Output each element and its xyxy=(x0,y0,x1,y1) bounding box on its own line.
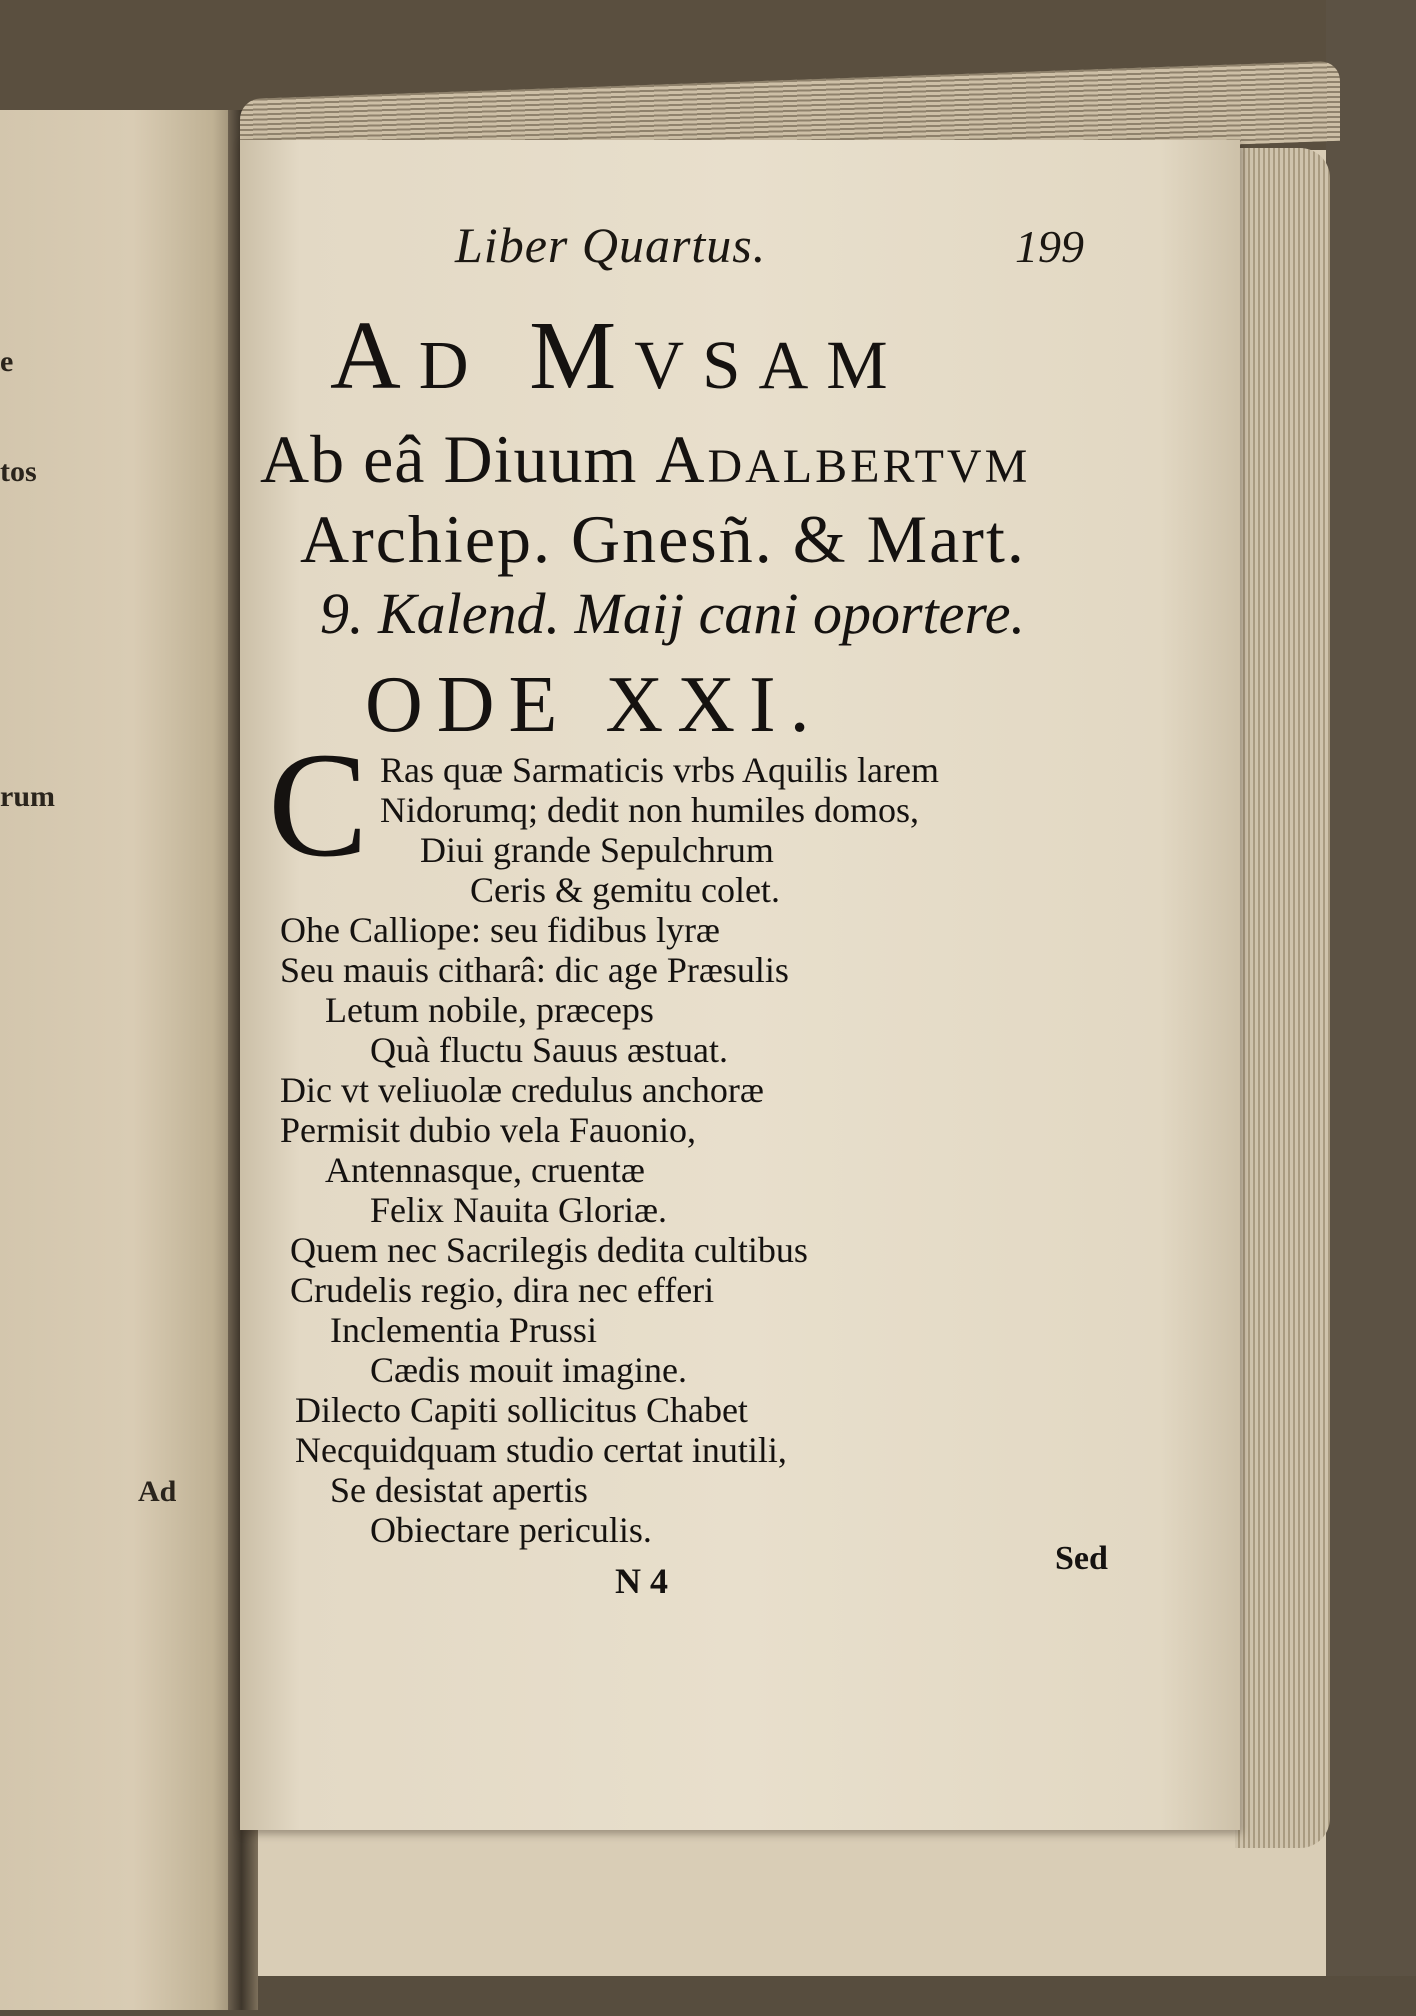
title-line-2a: Ab eâ Diuum xyxy=(260,421,656,497)
verse-line: Ceris & gemitu colet. xyxy=(470,870,780,910)
signature-mark: N 4 xyxy=(615,1561,668,1601)
verse-line: Quem nec Sacrilegis dedita cultibus xyxy=(290,1230,808,1270)
verse-line: Cædis mouit imagine. xyxy=(370,1350,688,1390)
left-fragment-2: tos xyxy=(0,455,37,488)
verse-line: Obiectare periculis. xyxy=(370,1510,652,1550)
title-line-2b: Adalbertvm xyxy=(655,421,1031,497)
verse-line: Diui grande Sepulchrum xyxy=(420,830,774,870)
verse-line: Dic vt veliuolæ credulus anchoræ xyxy=(280,1070,764,1110)
title-line-2 xyxy=(260,420,1260,499)
left-fragment-3: rum xyxy=(0,780,55,813)
verse-line: Ohe Calliope: seu fidibus lyræ xyxy=(280,910,720,950)
verse-line: Permisit dubio vela Fauonio, xyxy=(280,1110,696,1150)
page-number: 199 xyxy=(1015,221,1084,272)
left-fragment-1: e xyxy=(0,345,14,378)
title-line-4: 9. Kalend. Maij cani oportere. xyxy=(320,581,1026,646)
ode-heading: ODE XXI. xyxy=(365,661,824,749)
verse-line: Antennasque, cruentæ xyxy=(325,1150,645,1190)
verse-line: Se desistat apertis xyxy=(330,1470,588,1510)
verse-line: Letum nobile, præceps xyxy=(325,990,654,1030)
background-right xyxy=(1326,0,1416,2016)
title-line-3: Archiep. Gnesñ. & Mart. xyxy=(300,501,1026,577)
title-line-1: Ad Mvsam xyxy=(330,302,906,410)
verse-line: Necquidquam studio certat inutili, xyxy=(295,1430,787,1470)
verse-line: Quà fluctu Sauus æstuat. xyxy=(370,1030,728,1070)
verse-line: Ras quæ Sarmaticis vrbs Aquilis larem xyxy=(380,750,939,790)
right-page xyxy=(240,140,1240,1830)
catchword: Sed xyxy=(1055,1540,1108,1577)
drop-initial: C xyxy=(268,722,369,888)
verse-line: Nidorumq; dedit non humiles domos, xyxy=(380,790,919,830)
running-title: Liber Quartus. xyxy=(455,217,767,273)
verse-line: Crudelis regio, dira nec efferi xyxy=(290,1270,715,1310)
verse-line: Inclementia Prussi xyxy=(330,1310,597,1350)
verse-line: Felix Nauita Gloriæ. xyxy=(370,1190,667,1230)
left-fragment-4: Ad xyxy=(138,1475,177,1508)
verse-line: Seu mauis citharâ: dic age Præsulis xyxy=(280,950,789,990)
verse-line: Dilecto Capiti sollicitus Chabet xyxy=(295,1390,748,1430)
left-page xyxy=(0,110,242,2010)
